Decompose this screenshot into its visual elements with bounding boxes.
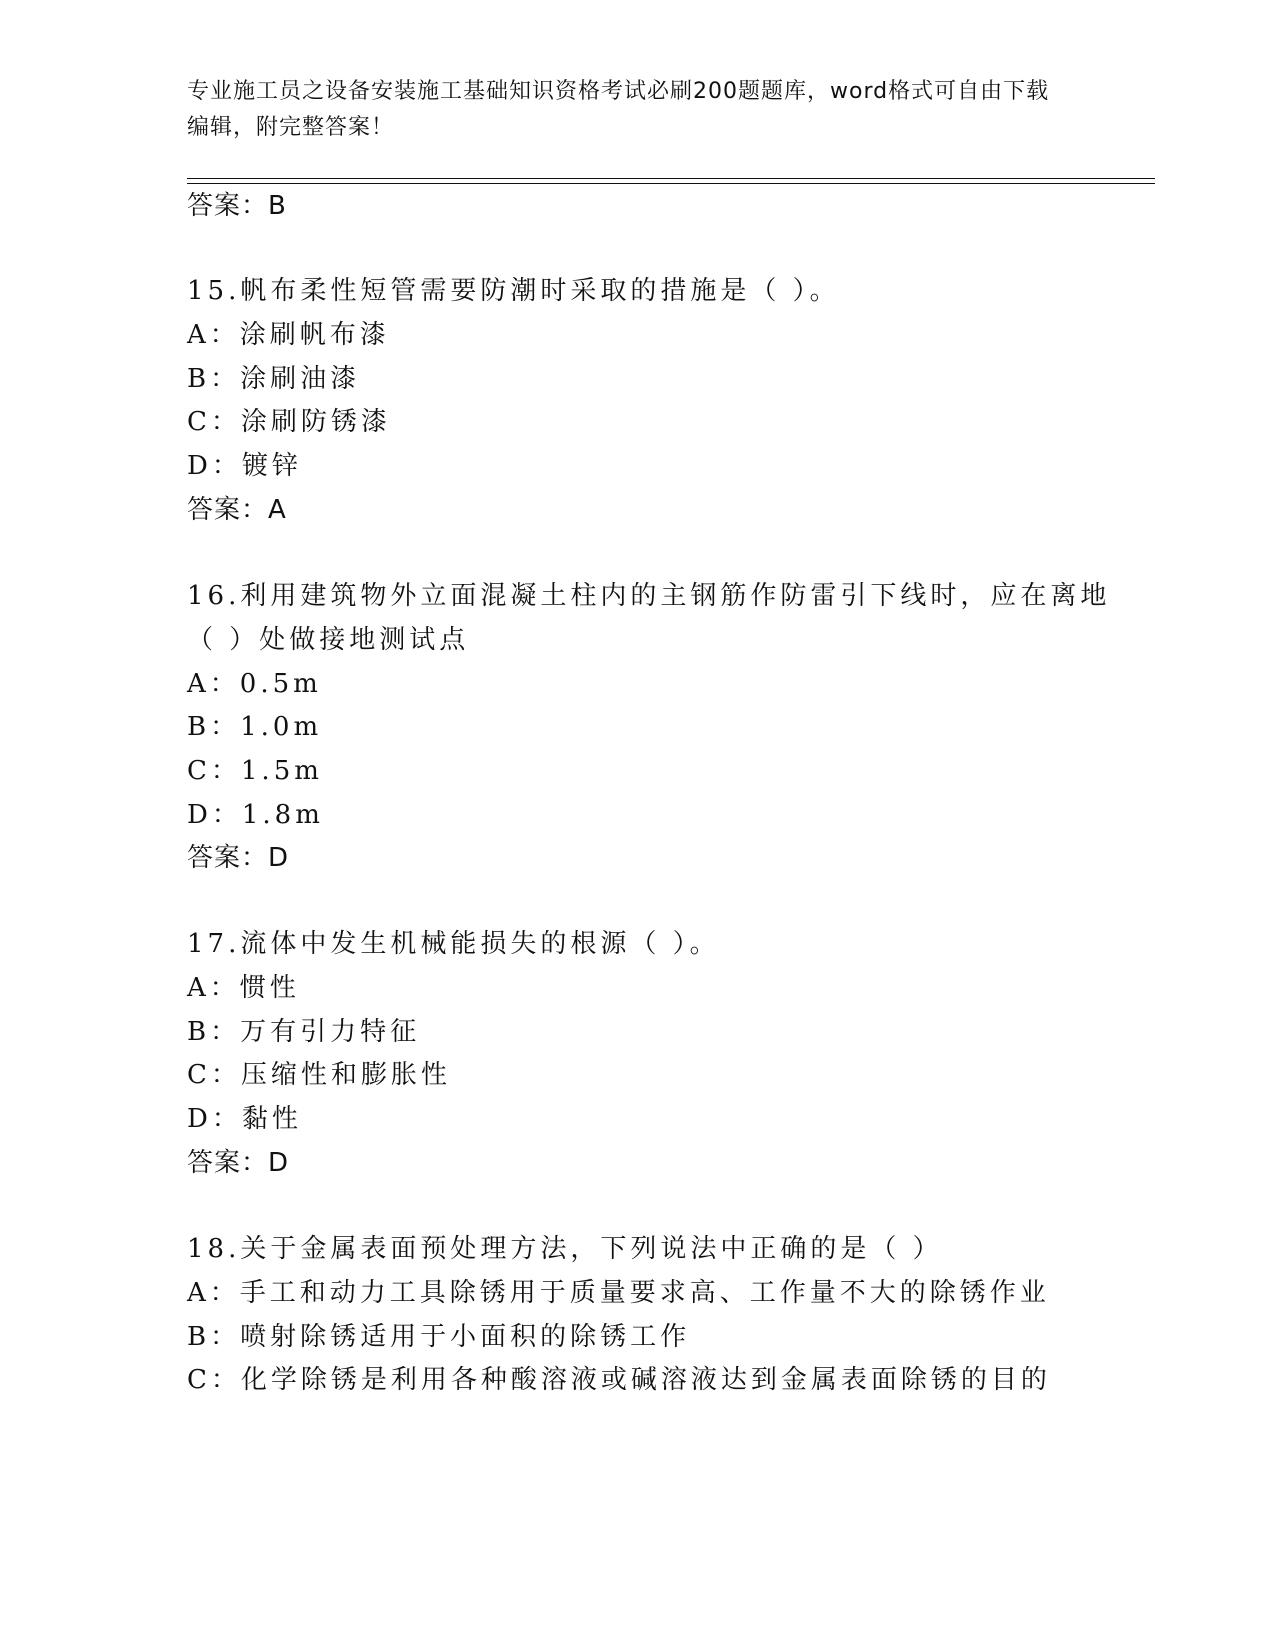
question-15-option-a: A：涂刷帆布漆 [187,320,390,350]
previous-answer: 答案：B [187,191,287,221]
question-17-answer: 答案：D [187,1148,290,1178]
header-rule-bottom [187,183,1155,184]
question-17-stem: 17.流体中发生机械能损失的根源（ ）。 [187,929,720,959]
question-16-answer: 答案：D [187,843,290,873]
question-16-stem-line-2: （ ）处做接地测试点 [187,625,470,655]
question-15-answer: 答案：A [187,495,287,525]
question-17-option-c: C：压缩性和膨胀性 [187,1060,451,1090]
question-16-option-b: B：1.0m [187,712,323,742]
question-17-option-d: D：黏性 [187,1104,302,1134]
question-15-option-d: D：镀锌 [187,451,302,481]
question-18-option-c: C：化学除锈是利用各种酸溶液或碱溶液达到金属表面除锈的目的 [187,1365,1051,1395]
question-17-option-a: A：惯性 [187,973,300,1003]
question-16-option-d: D：1.8m [187,800,324,830]
header-rule-top [187,178,1155,179]
question-15-option-b: B：涂刷油漆 [187,364,361,394]
question-16-option-c: C：1.5m [187,756,323,786]
document-header: 专业施工员之设备安装施工基础知识资格考试必刷200题题库，word格式可自由下载编辑，附完整答案！ [187,79,1050,140]
question-17-option-b: B：万有引力特征 [187,1017,421,1047]
question-16-option-a: A：0.5m [187,669,322,699]
question-18-option-a: A：手工和动力工具除锈用于质量要求高、工作量不大的除锈作业 [187,1278,1050,1308]
question-16-stem-line-1: 16.利用建筑物外立面混凝土柱内的主钢筋作防雷引下线时，应在离地 [187,581,1111,611]
question-15-option-c: C：涂刷防锈漆 [187,407,391,437]
question-18-option-b: B：喷射除锈适用于小面积的除锈工作 [187,1322,691,1352]
question-18-stem: 18.关于金属表面预处理方法，下列说法中正确的是（ ） [187,1234,943,1264]
question-15-stem: 15.帆布柔性短管需要防潮时采取的措施是（ ）。 [187,276,840,306]
